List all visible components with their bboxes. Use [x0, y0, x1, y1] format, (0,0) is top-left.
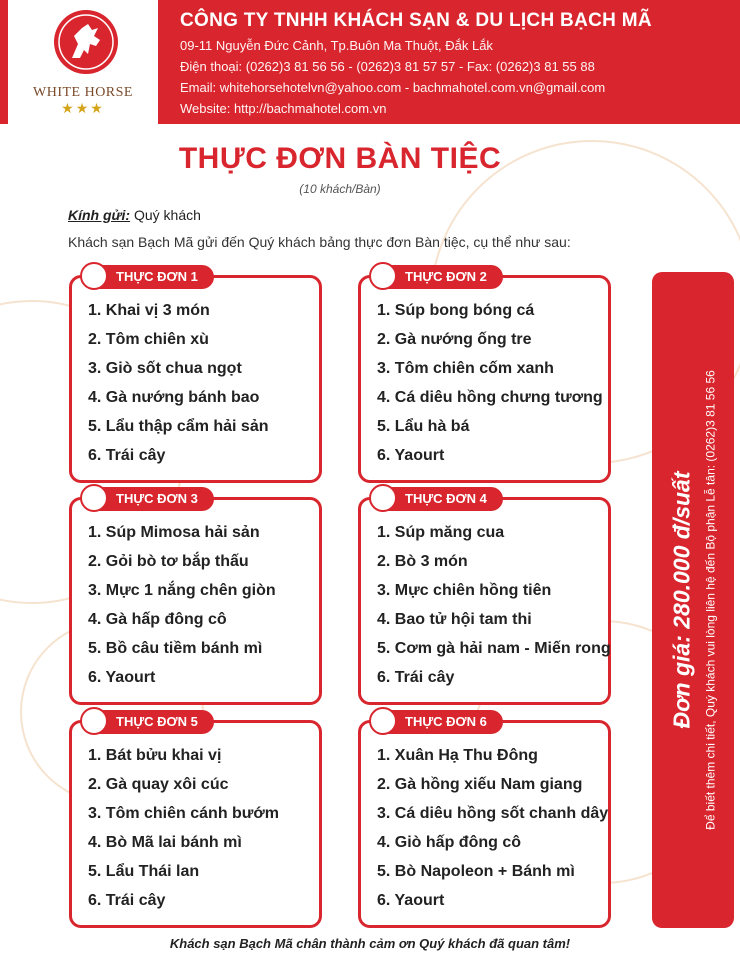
menu-card-2	[358, 269, 611, 483]
menu-item: 1. Súp măng cua	[377, 524, 505, 541]
menu-card-3	[69, 491, 322, 705]
menu-title: THỰC ĐƠN 3	[116, 491, 198, 506]
menu-item: 2. Gà quay xôi cúc	[88, 776, 229, 793]
page-subtitle: (10 khách/Bàn)	[299, 182, 381, 196]
menu-item: 3. Tôm chiên cốm xanh	[377, 360, 554, 377]
horse-head-icon	[80, 707, 108, 735]
menu-item: 5. Lẩu Thái lan	[88, 863, 200, 880]
menu-card-5	[69, 714, 322, 928]
menu-item: 3. Mực chiên hồng tiên	[377, 582, 552, 599]
menu-item: 1. Súp bong bóng cá	[377, 302, 535, 319]
horse-head-icon	[80, 484, 108, 512]
menu-item-list	[377, 296, 603, 470]
price-rotated-group	[669, 370, 718, 830]
horse-head-icon	[369, 707, 397, 735]
menu-card-1	[69, 269, 322, 483]
menu-item-list	[88, 741, 279, 915]
horse-head-icon	[369, 262, 397, 290]
menu-item: 4. Bao tử hội tam thi	[377, 611, 532, 628]
menu-item-list	[88, 296, 269, 470]
menu-item: 2. Gỏi bò tơ bắp thấu	[88, 553, 249, 570]
menu-item: 4. Gà nướng bánh bao	[88, 389, 260, 406]
menu-item-list	[377, 518, 611, 692]
company-email: Email: whitehorsehotelvn@yahoo.com - bachmahotel.com.vn@gmail.com	[180, 80, 606, 95]
company-name: CÔNG TY TNHH KHÁCH SẠN & DU LỊCH BẠCH MÃ	[180, 10, 652, 31]
company-website: Website: http://bachmahotel.com.vn	[180, 101, 387, 116]
menu-badge	[371, 265, 503, 289]
greeting-label: Kính gửi:	[68, 207, 131, 223]
menu-item: 1. Khai vị 3 món	[88, 302, 210, 319]
menu-title: THỰC ĐƠN 4	[405, 491, 487, 506]
horse-head-icon	[80, 262, 108, 290]
menu-item: 4. Cá diêu hồng chưng tương	[377, 389, 603, 406]
header-banner	[0, 0, 740, 124]
menu-item: 2. Tôm chiên xù	[88, 331, 209, 348]
greeting	[68, 207, 201, 223]
menu-item: 5. Lẩu hà bá	[377, 418, 470, 435]
menu-item: 6. Trái cây	[88, 447, 166, 464]
menu-badge	[371, 487, 503, 511]
greeting-value: Quý khách	[133, 207, 201, 223]
menu-item: 1. Bát bửu khai vị	[88, 747, 222, 764]
menu-item: 3. Cá diêu hồng sốt chanh dây	[377, 805, 609, 822]
intro-text: Khách sạn Bạch Mã gửi đến Quý khách bảng thực đơn Bàn tiệc, cụ thể như sau:	[68, 234, 571, 250]
menu-item: 5. Lẩu thập cẩm hải sản	[88, 418, 269, 435]
menu-item: 5. Cơm gà hải nam - Miến rong	[377, 640, 611, 657]
menu-title: THỰC ĐƠN 2	[405, 269, 487, 284]
menu-item: 6. Yaourt	[88, 669, 156, 686]
menu-badge	[82, 487, 214, 511]
menu-item-list	[88, 518, 276, 692]
horse-head-icon	[369, 484, 397, 512]
menu-title: THỰC ĐƠN 6	[405, 714, 487, 729]
menu-badge	[82, 710, 214, 734]
menu-item: 4. Bò Mã lai bánh mì	[88, 834, 242, 851]
menu-item: 5. Bồ câu tiềm bánh mì	[88, 640, 263, 657]
menu-item: 2. Gà hồng xiếu Nam giang	[377, 776, 583, 793]
menu-badge	[82, 265, 214, 289]
company-address: 09-11 Nguyễn Đức Cảnh, Tp.Buôn Ma Thuột, Đắk Lắk	[180, 38, 493, 53]
white-horse-logo-icon	[54, 10, 118, 74]
company-phone: Điện thoại: (0262)3 81 56 56 - (0262)3 81 57 57 - Fax: (0262)3 81 55 88	[180, 59, 595, 74]
menu-item: 3. Tôm chiên cánh bướm	[88, 805, 279, 822]
menu-item: 3. Mực 1 nắng chên giòn	[88, 582, 276, 599]
logo	[8, 0, 158, 124]
footer-thanks: Khách sạn Bạch Mã chân thành cảm ơn Quý khách đã quan tâm!	[169, 936, 571, 951]
menu-item: 3. Giò sốt chua ngọt	[88, 360, 242, 377]
menu-item: 2. Gà nướng ống tre	[377, 331, 532, 348]
menu-title: THỰC ĐƠN 5	[116, 714, 198, 729]
menu-item: 1. Súp Mimosa hải sản	[88, 524, 260, 541]
menu-item: 4. Gà hấp đông cô	[88, 611, 227, 628]
price-contact-note: Để biết thêm chi tiết, Quý khách vui lòng liên hệ đến Bộ phận Lễ tân: (0262)3 81 56 56	[703, 370, 718, 830]
menu-item: 6. Trái cây	[377, 669, 455, 686]
menu-card-4	[358, 491, 611, 705]
price-text: Đơn giá: 280.000 đ/suất	[668, 471, 695, 729]
menu-item-list	[377, 741, 608, 915]
menu-item: 6. Yaourt	[377, 892, 445, 909]
logo-stars: ★★★	[61, 100, 105, 116]
menu-item: 4. Giò hấp đông cô	[377, 834, 521, 851]
page-title: THỰC ĐƠN BÀN TIỆC	[178, 142, 502, 175]
menu-item: 2. Bò 3 món	[377, 553, 468, 570]
menu-item: 1. Xuân Hạ Thu Đông	[377, 747, 538, 764]
menu-badge	[371, 710, 503, 734]
price-panel	[652, 272, 734, 928]
menu-card-6	[358, 714, 611, 928]
menu-title: THỰC ĐƠN 1	[116, 269, 198, 284]
menu-item: 6. Trái cây	[88, 892, 166, 909]
menu-item: 6. Yaourt	[377, 447, 445, 464]
menu-item: 5. Bò Napoleon + Bánh mì	[377, 863, 575, 880]
logo-text: WHITE HORSE	[33, 85, 133, 100]
